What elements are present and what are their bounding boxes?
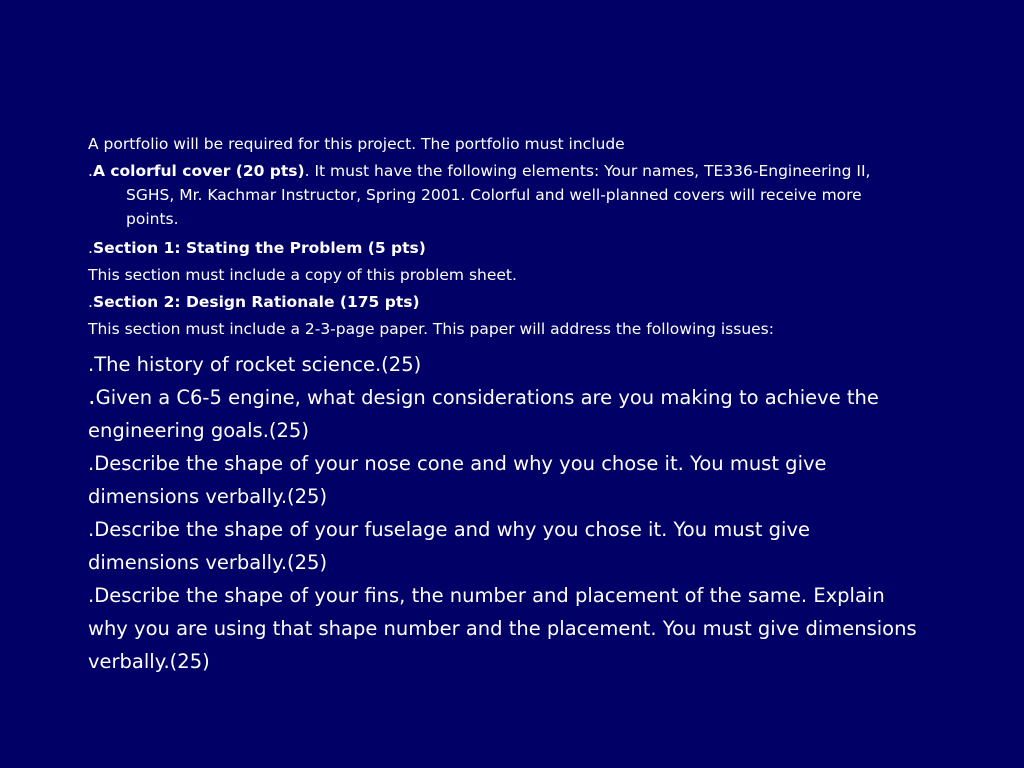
cover-heading: A colorful cover (20 pts) xyxy=(92,162,305,180)
intro-line: A portfolio will be required for this project. The portfolio must include xyxy=(88,135,625,153)
issue-bullet: . xyxy=(88,518,95,541)
section2-heading: Section 2: Design Rationale (175 pts) xyxy=(92,293,420,311)
section1-heading: Section 1: Stating the Problem (5 pts) xyxy=(92,239,426,257)
section1-bullet: . xyxy=(88,239,93,257)
slide-content xyxy=(88,132,918,678)
section2-description: This section must include a 2-3-page paper. This paper will address the following issues: xyxy=(88,320,774,338)
section2-heading-line xyxy=(88,290,918,314)
issue-text: Describe the shape of your nose cone and why you chose it. You must give dimensions verbally.(25) xyxy=(88,452,827,508)
section1-heading-line xyxy=(88,236,918,260)
cover-bullet: . xyxy=(88,162,93,180)
cover-description: . It must have the following elements: Your names, TE336-Engineering II, SGHS, Mr. Kachmar Instructor, Spring 2001. Colorful and well-planned covers will receive more points. xyxy=(126,162,871,228)
issue-bullet: . xyxy=(88,452,95,475)
issue-bullet: . xyxy=(88,584,95,607)
issue-text: Describe the shape of your fuselage and why you chose it. You must give dimensions verbally.(25) xyxy=(88,518,810,574)
issue-item-history xyxy=(88,348,918,381)
issue-item-nose-cone xyxy=(88,447,918,513)
issue-text: Describe the shape of your fins, the number and placement of the same. Explain why you are using that shape number and the placement. You must give dimensions verbally.(25) xyxy=(88,584,917,673)
issue-bullet: . xyxy=(88,353,95,376)
section2-bullet: . xyxy=(88,293,93,311)
issue-bullet: . xyxy=(88,382,96,410)
issue-item-engine xyxy=(88,381,918,447)
issue-text: The history of rocket science.(25) xyxy=(94,353,422,376)
section1-description: This section must include a copy of this problem sheet. xyxy=(88,266,517,284)
cover-item xyxy=(88,159,918,231)
issue-text: Given a C6-5 engine, what design considerations are you making to achieve the engineering goals.(25) xyxy=(88,386,879,442)
issues-list xyxy=(88,348,918,678)
issue-item-fuselage xyxy=(88,513,918,579)
issue-item-fins xyxy=(88,579,918,678)
